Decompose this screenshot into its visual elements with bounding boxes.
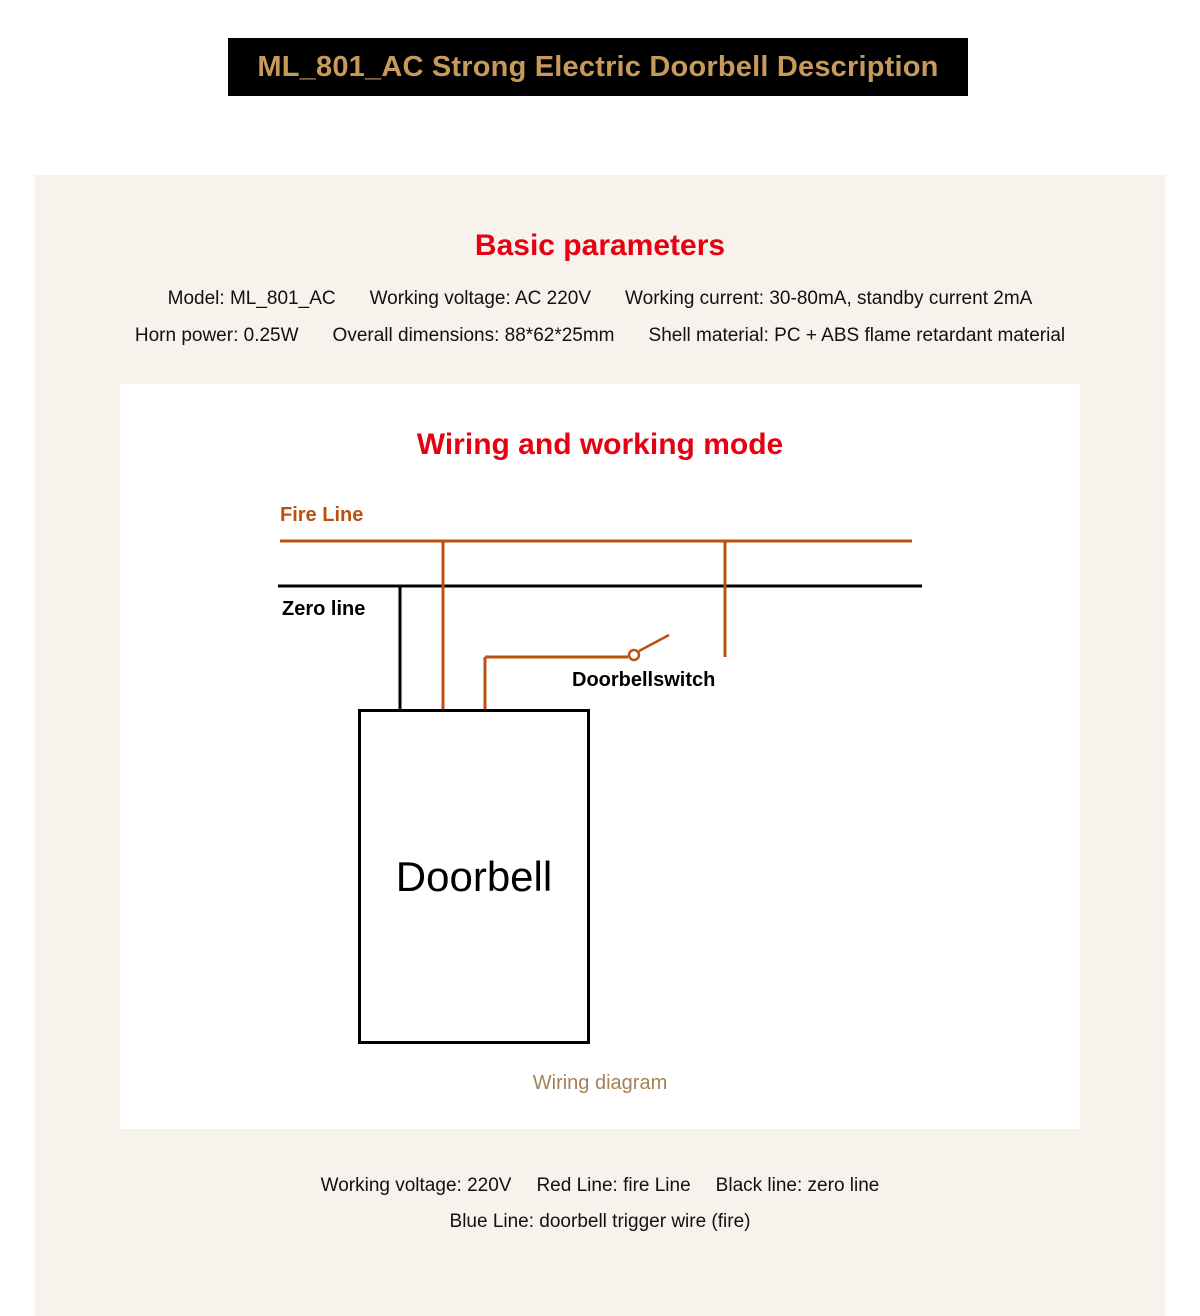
zero-line-label: Zero line <box>282 598 366 620</box>
switch-contact-icon <box>629 650 639 660</box>
wiring-diagram-svg <box>120 384 1080 1129</box>
param-horn-power: Horn power: 0.25W <box>134 325 299 346</box>
param-working-current: Working current: 30-80mA, standby current 2mA <box>625 288 1033 309</box>
footer-note-line2 <box>35 1211 1165 1233</box>
wiring-section <box>120 384 1080 1129</box>
doorbell-label: Doorbell <box>395 852 553 900</box>
basic-parameters-line1 <box>35 288 1165 310</box>
note-black-line: Black line: zero line <box>715 1175 880 1196</box>
param-model: Model: ML_801_AC <box>167 288 336 309</box>
wiring-caption: Wiring diagram <box>532 1072 668 1094</box>
param-dimensions: Overall dimensions: 88*62*25mm <box>332 325 615 346</box>
wiring-heading: Wiring and working mode <box>416 428 784 461</box>
switch-lever-icon <box>639 635 669 651</box>
title-banner <box>228 38 968 96</box>
doorbell-box <box>358 709 590 1044</box>
page-title: ML_801_AC Strong Electric Doorbell Description <box>257 50 939 83</box>
footer-note-line1 <box>35 1175 1165 1197</box>
doorbell-switch-label: Doorbellswitch <box>572 669 716 691</box>
basic-parameters-heading: Basic parameters <box>474 229 726 262</box>
param-working-voltage: Working voltage: AC 220V <box>369 288 592 309</box>
note-red-line: Red Line: fire Line <box>536 1175 691 1196</box>
note-working-voltage: Working voltage: 220V <box>320 1175 512 1196</box>
basic-parameters-line2 <box>35 325 1165 347</box>
content-panel <box>35 175 1165 1316</box>
param-shell-material: Shell material: PC + ABS flame retardant material <box>648 325 1066 346</box>
fire-line-label: Fire Line <box>280 504 364 526</box>
note-blue-line: Blue Line: doorbell trigger wire (fire) <box>449 1211 751 1232</box>
